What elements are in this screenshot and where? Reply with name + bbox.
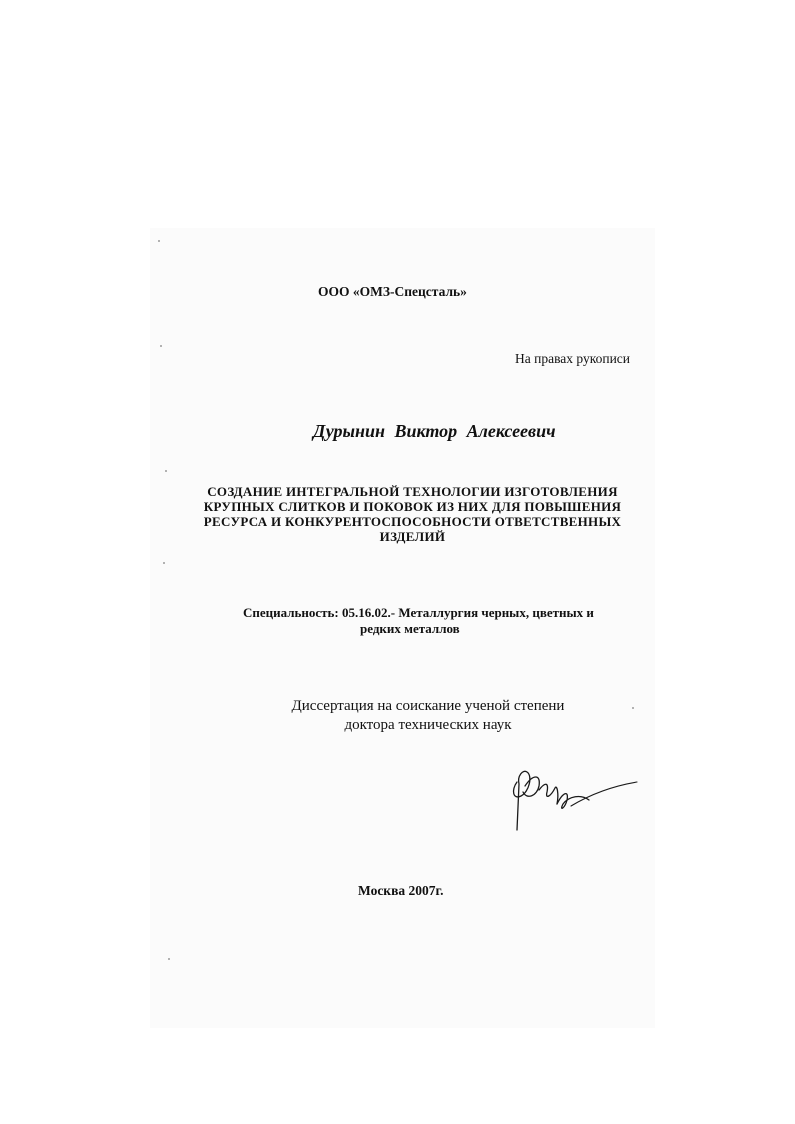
specialty	[243, 605, 594, 637]
manuscript-rights-note: На правах рукописи	[515, 351, 631, 366]
specialty-line: редких металлов	[360, 621, 460, 636]
organization-name: ООО «ОМЗ-Спецсталь»	[318, 284, 467, 299]
title-line: РЕСУРСА И КОНКУРЕНТОСПОСОБНОСТИ ОТВЕТСТВЕННЫХ	[203, 514, 622, 529]
dissertation-title	[195, 484, 630, 544]
specialty-line: Специальность: 05.16.02.- Металлургия черных, цветных и	[243, 605, 594, 620]
scan-speck	[168, 958, 170, 960]
scan-speck	[165, 470, 167, 472]
scan-speck	[163, 562, 165, 564]
author-name: Дурынин Виктор Алексеевич	[313, 421, 556, 441]
title-line: ИЗДЕЛИЙ	[379, 529, 446, 544]
scan-speck	[158, 240, 160, 242]
title-line: КРУПНЫХ СЛИТКОВ И ПОКОВОК ИЗ НИХ ДЛЯ ПОВЫШЕНИЯ	[203, 499, 622, 514]
degree-statement	[278, 697, 578, 735]
scan-speck	[160, 345, 162, 347]
title-line: СОЗДАНИЕ ИНТЕГРАЛЬНОЙ ТЕХНОЛОГИИ ИЗГОТОВЛЕНИЯ	[207, 484, 618, 499]
handwritten-signature-icon	[505, 760, 640, 835]
degree-line: доктора технических наук	[344, 717, 512, 733]
city-year: Москва 2007г.	[358, 883, 444, 898]
scan-speck	[632, 707, 634, 709]
degree-line: Диссертация на соискание ученой степени	[291, 698, 565, 714]
